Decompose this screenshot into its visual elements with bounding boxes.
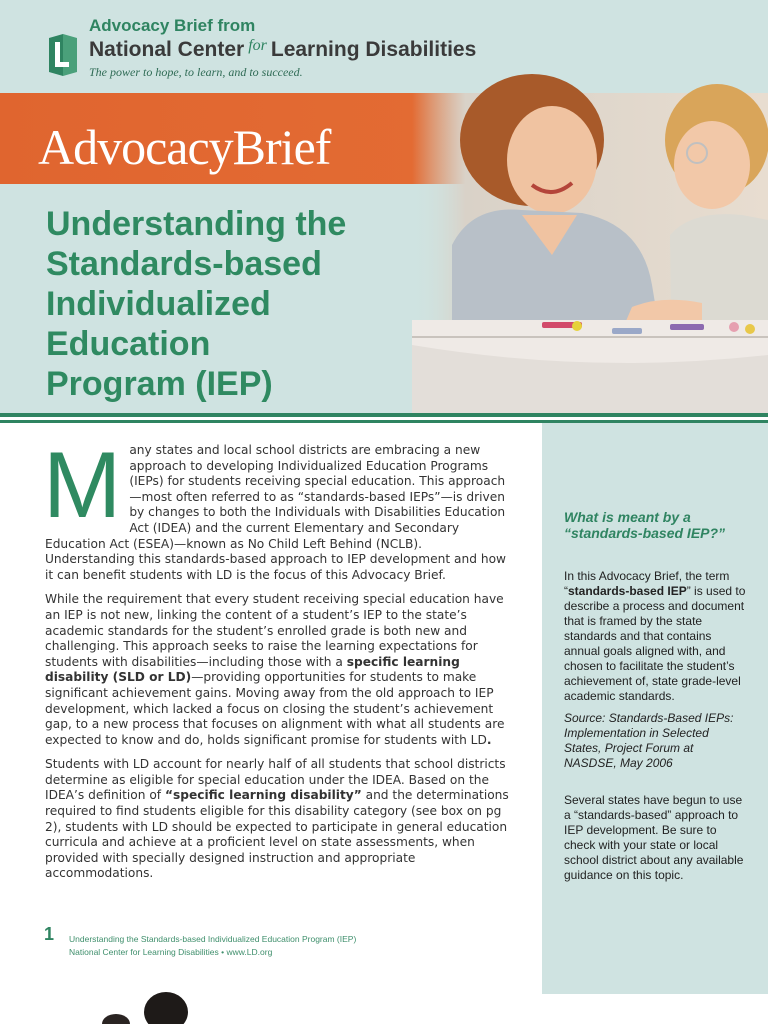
divider xyxy=(0,413,768,417)
page-number: 1 xyxy=(44,924,55,944)
advocacy-brief-title: AdvocacyBrief xyxy=(38,119,331,175)
sidebar-box xyxy=(542,423,768,994)
bottom-photo-fragment xyxy=(96,990,206,1024)
bold-term: specific learning disability (SLD or LD) xyxy=(45,654,460,685)
bold-term: “specific learning disability” xyxy=(164,788,362,803)
paragraph-text: any states and local school districts are embracing a new approach to developing Individualized Education Programs (IEPs) for students receiving special education. This approach—most often referred to as “standards-based IEPs”—is driven by changes to both the Individuals with Disabilities Education Act (IDEA) and the current Elementary and Secondary Education Act (ESEA)—known as No Child Left Behind (NCLB). Understanding this standards-based approach to IEP development and how it can benefit students with LD is the focus of this Advocacy Brief. xyxy=(45,443,507,582)
paragraph-text: —providing opportunities for students to make significant achievement gains. Moving away from the old approach to IEP development, which lacked a focus on closing the student’s achievement gap, to a new process that focuses on alignment with what all students are expected to know and do, holds significant promise for students with LD xyxy=(45,670,505,747)
org-name-part-b: Learning Disabilities xyxy=(270,38,477,61)
ncld-logo-icon xyxy=(46,32,80,78)
paragraph-text: and the determinations required to find students eligible for this disability category (see box on pg 2), students with LD should be expected to participate in general education curricula and achieve at a proficient level on state assessments, when provided with specially designed instruction and appropriate accommodations. xyxy=(45,788,509,881)
article-body xyxy=(43,432,509,891)
org-tagline: The power to hope, to learn, and to succeed. xyxy=(89,65,303,79)
header-banner xyxy=(0,0,768,413)
org-name-for: for xyxy=(248,37,267,54)
sidebar-paragraph: Several states have begun to use a “standards-based” approach to IEP development. Be sure to check with your state or local school district about any available guidance on this topic. xyxy=(564,793,744,882)
footer xyxy=(69,933,489,959)
paragraph-text: Students with LD account for nearly half of all students that school districts determine as eligible for special education under the IDEA. Based on the IDEA’s definition of xyxy=(45,757,506,803)
paragraph xyxy=(45,757,509,882)
teacher-and-student-photo xyxy=(412,45,768,413)
drop-cap: M xyxy=(43,432,122,537)
sidebar-question: What is meant by a “standards-based IEP?” xyxy=(564,509,726,541)
sidebar-source: Source: Standards-Based IEPs: Implementation in Selected States, Project Forum at NASDSE, May 2006 xyxy=(564,711,734,770)
footer-line: National Center for Learning Disabilities • www.LD.org xyxy=(69,947,273,957)
paragraph xyxy=(45,592,509,748)
title-line: Program (IEP) xyxy=(46,365,273,403)
footer-line: Understanding the Standards-based Individualized Education Program (IEP) xyxy=(69,934,357,944)
org-top-line: Advocacy Brief from xyxy=(89,16,256,35)
paragraph-text: While the requirement that every student receiving special education have an IEP is not new, linking the content of a student’s IEP to the state’s academic standards for the student’s enrolled grade is both new and challenging. This approach seeks to raise the learning expectations for students with disabilities—including those with a xyxy=(45,592,504,669)
title-line: Individualized Education xyxy=(46,285,271,363)
sidebar-body xyxy=(564,569,749,890)
sidebar-text: ” is used to describe a process and document that is framed by the state standards and that contains annual goals aligned with, and chosen to facilitate the student’s achievement of, state grade-level academic standards. xyxy=(564,584,746,703)
sidebar-text: In this Advocacy Brief, the term “ xyxy=(564,569,730,598)
document-title xyxy=(46,204,436,404)
title-line: Standards-based xyxy=(46,245,322,283)
paragraph-end: . xyxy=(486,732,492,747)
paragraph xyxy=(43,432,509,583)
org-name-part-a: National Center xyxy=(89,38,245,61)
sidebar-paragraph xyxy=(564,569,749,704)
bold-term: standards-based IEP xyxy=(568,584,687,598)
title-line: Understanding the xyxy=(46,205,347,243)
